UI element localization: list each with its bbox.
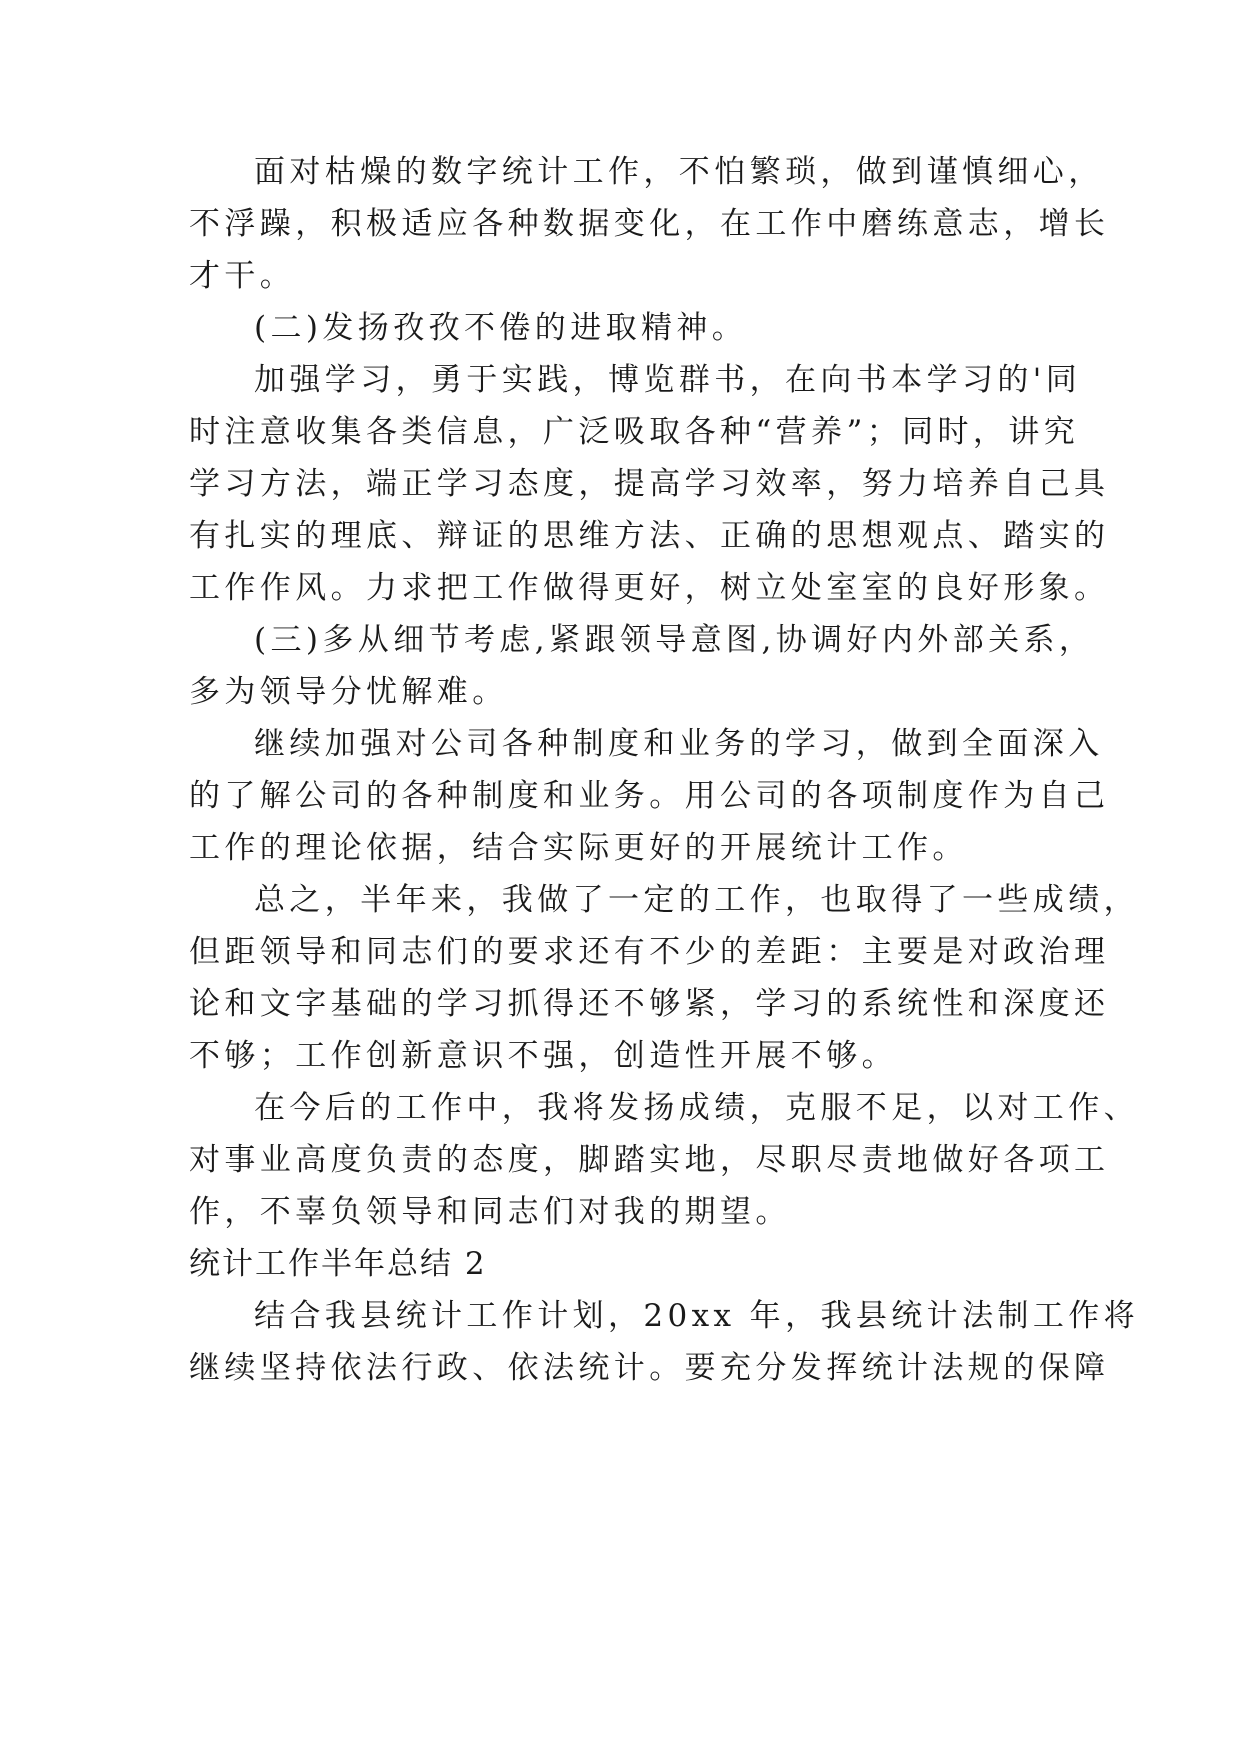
text-line: 才干。 — [189, 258, 296, 294]
text-line: 对事业高度负责的态度，脚踏实地，尽职尽责地做好各项工 — [189, 1142, 1110, 1178]
text-line: 结合我县统计工作计划，20xx 年，我县统计法制工作将 — [254, 1298, 1140, 1334]
text-line: 有扎实的理底、辩证的思维方法、正确的思想观点、踏实的 — [189, 518, 1110, 554]
text-line: 继续坚持依法行政、依法统计。要充分发挥统计法规的保障 — [189, 1350, 1110, 1386]
text-line: 加强学习，勇于实践，博览群书，在向书本学习的'同 — [254, 362, 1082, 398]
document-heading: 统计工作半年总结 2 — [189, 1246, 487, 1282]
text-line: 在今后的工作中，我将发扬成绩，克服不足，以对工作、 — [254, 1090, 1139, 1126]
text-line: 面对枯燥的数字统计工作，不怕繁琐，做到谨慎细心， — [254, 154, 1104, 190]
section-heading: (三)多从细节考虑,紧跟领导意图,协调好内外部关系， — [254, 622, 1095, 658]
text-line: 工作的理论依据，结合实际更好的开展统计工作。 — [189, 830, 968, 866]
text-line: 工作作风。力求把工作做得更好，树立处室室的良好形象。 — [189, 570, 1110, 606]
text-line: 时注意收集各类信息，广泛吸取各种“营养”；同时，讲究 — [189, 414, 1080, 450]
text-line: 学习方法，端正学习态度，提高学习效率，努力培养自己具 — [189, 466, 1110, 502]
text-line: 多为领导分忧解难。 — [189, 674, 508, 710]
text-line: 论和文字基础的学习抓得还不够紧，学习的系统性和深度还 — [189, 986, 1110, 1022]
text-line: 继续加强对公司各种制度和业务的学习，做到全面深入 — [254, 726, 1104, 762]
text-line: 不够；工作创新意识不强，创造性开展不够。 — [189, 1038, 897, 1074]
section-heading: (二)发扬孜孜不倦的进取精神。 — [254, 310, 748, 346]
text-line: 总之，半年来，我做了一定的工作，也取得了一些成绩， — [254, 882, 1139, 918]
text-line: 不浮躁，积极适应各种数据变化，在工作中磨练意志，增长 — [189, 206, 1110, 242]
text-line: 作，不辜负领导和同志们对我的期望。 — [189, 1194, 791, 1230]
text-line: 但距领导和同志们的要求还有不少的差距：主要是对政治理 — [189, 934, 1110, 970]
text-line: 的了解公司的各种制度和业务。用公司的各项制度作为自己 — [189, 778, 1110, 814]
